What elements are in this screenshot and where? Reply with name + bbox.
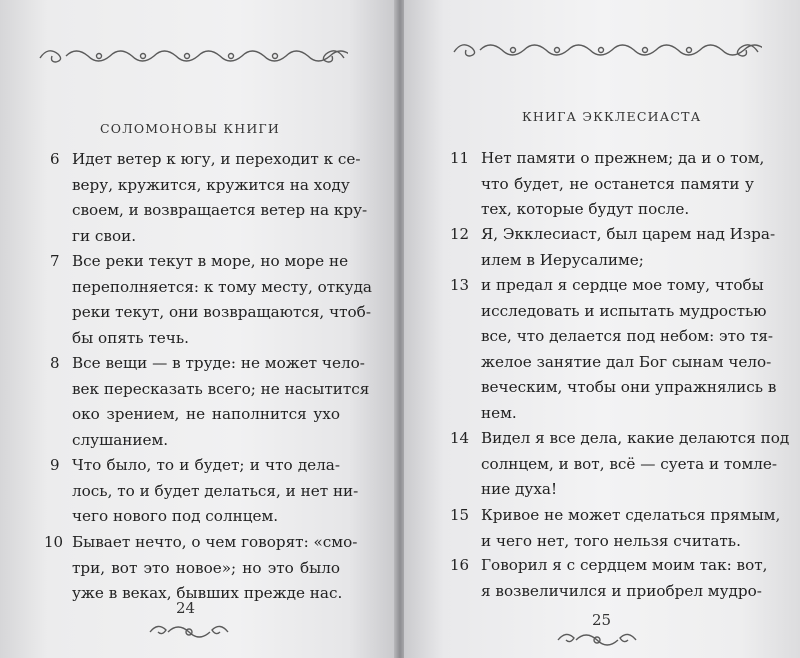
verse-line: переполняется: к тому месту, откуда <box>72 277 372 296</box>
verse-line: исследовать и испытать мудростью <box>481 301 767 320</box>
verse-6 <box>50 147 368 249</box>
bottom-ornament-right <box>554 630 640 650</box>
verse-line: Что было, то и будет; и что дела- <box>72 456 340 474</box>
verse-7 <box>50 249 372 351</box>
verse-number: 10 <box>44 533 64 551</box>
verse-line: веру, кружится, кружится на ходу <box>72 175 350 194</box>
verse-number: 13 <box>450 276 470 294</box>
verse-line: я возвеличился и приобрел мудро- <box>481 581 762 600</box>
verse-line: три, вот это новое»; но это было <box>72 558 340 577</box>
verse-line: Нет памяти о прежнем; да и о том, <box>481 149 765 167</box>
verse-line: Бывает нечто, о чем говорят: «смо- <box>72 533 358 551</box>
verse-10 <box>44 530 358 607</box>
verse-line: лось, то и будет делаться, и нет ни- <box>72 481 359 500</box>
verse-line: веческим, чтобы они упражнялись в <box>481 378 777 397</box>
verse-line: ги свои. <box>72 226 137 245</box>
top-ornament-left <box>36 44 348 68</box>
verse-number: 12 <box>450 225 470 243</box>
verse-line: Кривое не может сделаться прямым, <box>481 506 781 524</box>
verse-number: 15 <box>450 506 470 524</box>
verse-line: уже в веках, бывших прежде нас. <box>72 584 343 603</box>
verse-11 <box>450 146 765 223</box>
verse-8 <box>50 351 370 453</box>
verse-14 <box>450 426 790 503</box>
page-number: 25 <box>592 611 612 629</box>
right-page <box>404 0 800 658</box>
verse-number: 7 <box>50 252 60 270</box>
verse-line: Все вещи — в труде: не может чело- <box>72 354 365 372</box>
verse-line: нем. <box>481 403 517 422</box>
running-head: КНИГА ЭККЛЕСИАСТА <box>522 109 702 124</box>
verse-line: Все реки текут в море, но море не <box>72 252 349 270</box>
verse-line: слушанием. <box>72 430 169 449</box>
verse-line: чего нового под солнцем. <box>72 507 279 526</box>
verse-line: своем, и возвращается ветер на кру- <box>72 201 368 220</box>
verse-number: 8 <box>50 354 60 372</box>
verse-line: и чего нет, того нельзя считать. <box>481 531 741 550</box>
verse-9 <box>50 453 359 530</box>
verse-line: бы опять течь. <box>72 328 189 347</box>
verse-16 <box>450 553 768 604</box>
verse-12 <box>450 222 776 273</box>
bottom-ornament-left <box>146 622 232 642</box>
page-number: 24 <box>176 599 196 617</box>
verse-line: что будет, не останется памяти у <box>481 174 754 193</box>
verse-line: все, что делается под небом: это тя- <box>481 327 774 346</box>
verse-13 <box>450 273 777 427</box>
verse-line: илем в Иерусалиме; <box>481 250 644 269</box>
verse-line: век пересказать всего; не насытится <box>72 379 370 398</box>
verse-line: ние духа! <box>481 480 558 499</box>
top-ornament-right <box>450 38 762 62</box>
verse-15 <box>450 503 781 554</box>
verse-number: 11 <box>450 149 470 167</box>
verse-number: 16 <box>450 556 470 574</box>
running-head: СОЛОМОНОВЫ КНИГИ <box>100 121 280 136</box>
verse-line: око зрением, не наполнится ухо <box>72 405 340 424</box>
verse-line: Я, Экклесиаст, был царем над Изра- <box>481 225 776 243</box>
verse-line: Говорил я с сердцем моим так: вот, <box>481 556 768 574</box>
verse-number: 6 <box>50 150 60 168</box>
verse-number: 14 <box>450 429 470 447</box>
left-page <box>0 0 396 658</box>
verse-number: 9 <box>50 456 60 474</box>
verse-line: тех, которые будут после. <box>481 200 690 219</box>
verse-line: желое занятие дал Бог сынам чело- <box>481 352 772 371</box>
verse-line: Видел я все дела, какие делаются под <box>481 429 790 447</box>
verse-line: Идет ветер к югу, и переходит к се- <box>72 150 361 168</box>
verse-line: реки текут, они возвращаются, чтоб- <box>72 303 371 322</box>
verse-line: и предал я сердце мое тому, чтобы <box>481 276 764 294</box>
verse-line: солнцем, и вот, всё — суета и томле- <box>481 454 778 473</box>
